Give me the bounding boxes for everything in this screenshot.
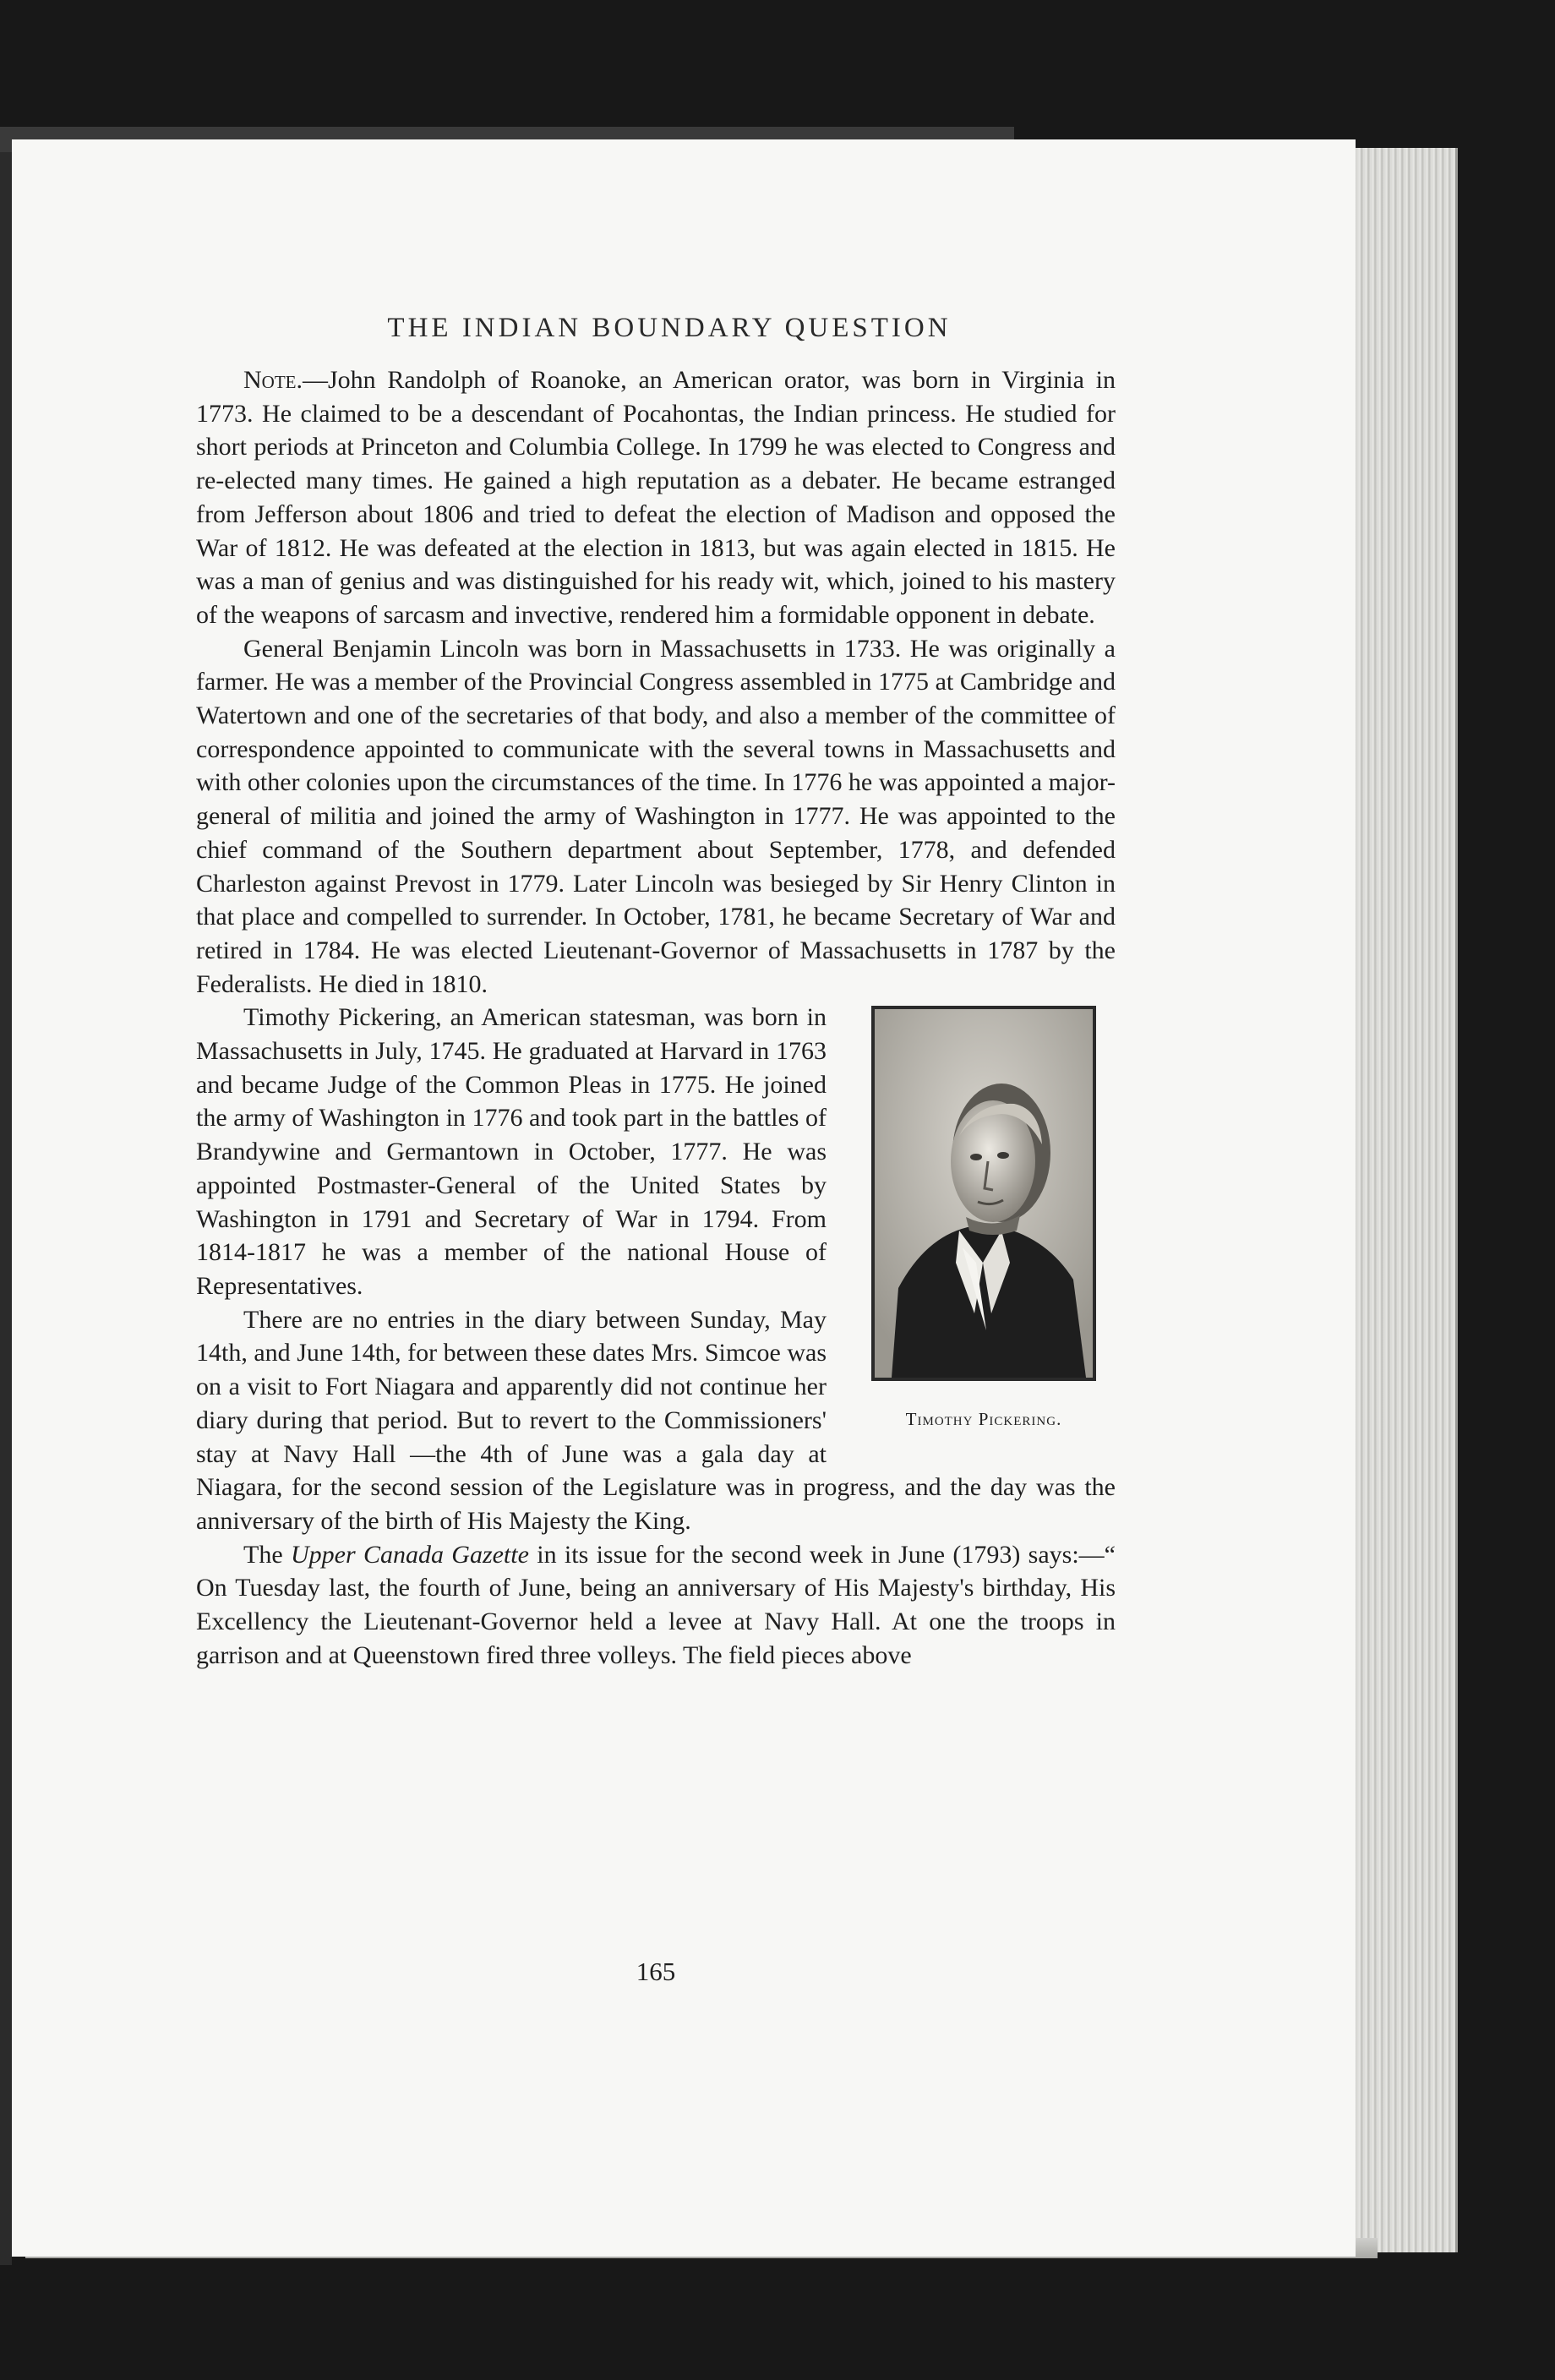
gazette-text-after: in its issue for the second week in June (1793) says:—“ On Tuesday last, the fourth of June, being an anniversary of His Majesty's birthday, His Excellency the Lieutenant-Governor held a levee at Navy Hall. At one the troops in garrison and at Queenstown fired three volleys. The field pieces above (196, 1540, 1116, 1669)
page-edges (1344, 148, 1458, 2252)
gazette-paragraph (196, 1538, 1116, 1673)
gazette-text-before: The (243, 1540, 291, 1569)
running-head: THE INDIAN BOUNDARY QUESTION (387, 313, 952, 343)
gazette-title: Upper Canada Gazette (290, 1540, 529, 1569)
body-text (196, 363, 1116, 1672)
portrait-caption: Timothy Pickering. (905, 1409, 1062, 1430)
wrap-area (196, 1001, 1116, 1537)
left-page-gutter (0, 135, 12, 2265)
page-number: 165 (636, 1957, 676, 1986)
pickering-paragraph: Timothy Pickering, an American statesman, was born in Massachusetts in July, 1745. He graduated at Harvard in 1763 and became Judge of the Common Pleas in 1775. He joined the army of Washington in 1776 and took part in the battles of Brandywine and Germantown in October, 1777. He was appointed Postmaster-General of the United States by Washington in 1791 and Secretary of War in 1794. From 1814-1817 he was a member of the national House of Representatives. (196, 1003, 827, 1300)
note-label: Note. (243, 366, 303, 394)
portrait-figure (852, 1006, 1116, 1437)
note-paragraph (196, 363, 1116, 632)
portrait-image (875, 1009, 1093, 1378)
diary-paragraph: There are no entries in the diary between Sunday, May 14th, and June 14th, for between these dates Mrs. Simcoe was on a visit to Fort Niagara and apparently did not continue her diary during that period. But to revert to the Commissioners' stay at Navy Hall —the 4th of June was a gala day at Niagara, for the second session of the Legislature was in progress, and the day was the anniversary of the birth of His Majesty the King. (196, 1305, 1116, 1535)
note-text: —John Randolph of Roanoke, an American orator, was born in Virginia in 1773. He claimed to be a descendant of Pocahontas, the Indian princess. He studied for short periods at Princeton and Columbia College. In 1799 he was elected to Congress and re-elected many times. He gained a high reputation as a debater. He became estranged from Jefferson about 1806 and tried to defeat the election of Madison and opposed the War of 1812. He was defeated at the election in 1813, but was again elected in 1815. He was a man of genius and was distinguished for his ready wit, which, joined to his mastery of the weapons of sarcasm and invective, rendered him a formidable opponent in debate. (196, 366, 1116, 629)
lincoln-paragraph: General Benjamin Lincoln was born in Massachusetts in 1733. He was originally a farmer. He was a member of the Provincial Congress assembled in 1775 at Cambridge and Watertown and one of the secretaries of that body, and also a member of the committee of correspondence appointed to communicate with the several towns in Massachusetts and with other colonies upon the circumstances of the time. In 1776 he was appointed a major-general of militia and joined the army of Washington in 1777. He was appointed to the chief command of the Southern department about September, 1778, and defended Charleston against Prevost in 1779. Later Lincoln was besieged by Sir Henry Clinton in that place and compelled to surrender. In October, 1781, he became Secretary of War and retired in 1784. He was elected Lieutenant-Governor of Massachusetts in 1787 by the Federalists. He died in 1810. (196, 634, 1116, 998)
pickering-portrait (871, 1006, 1096, 1381)
